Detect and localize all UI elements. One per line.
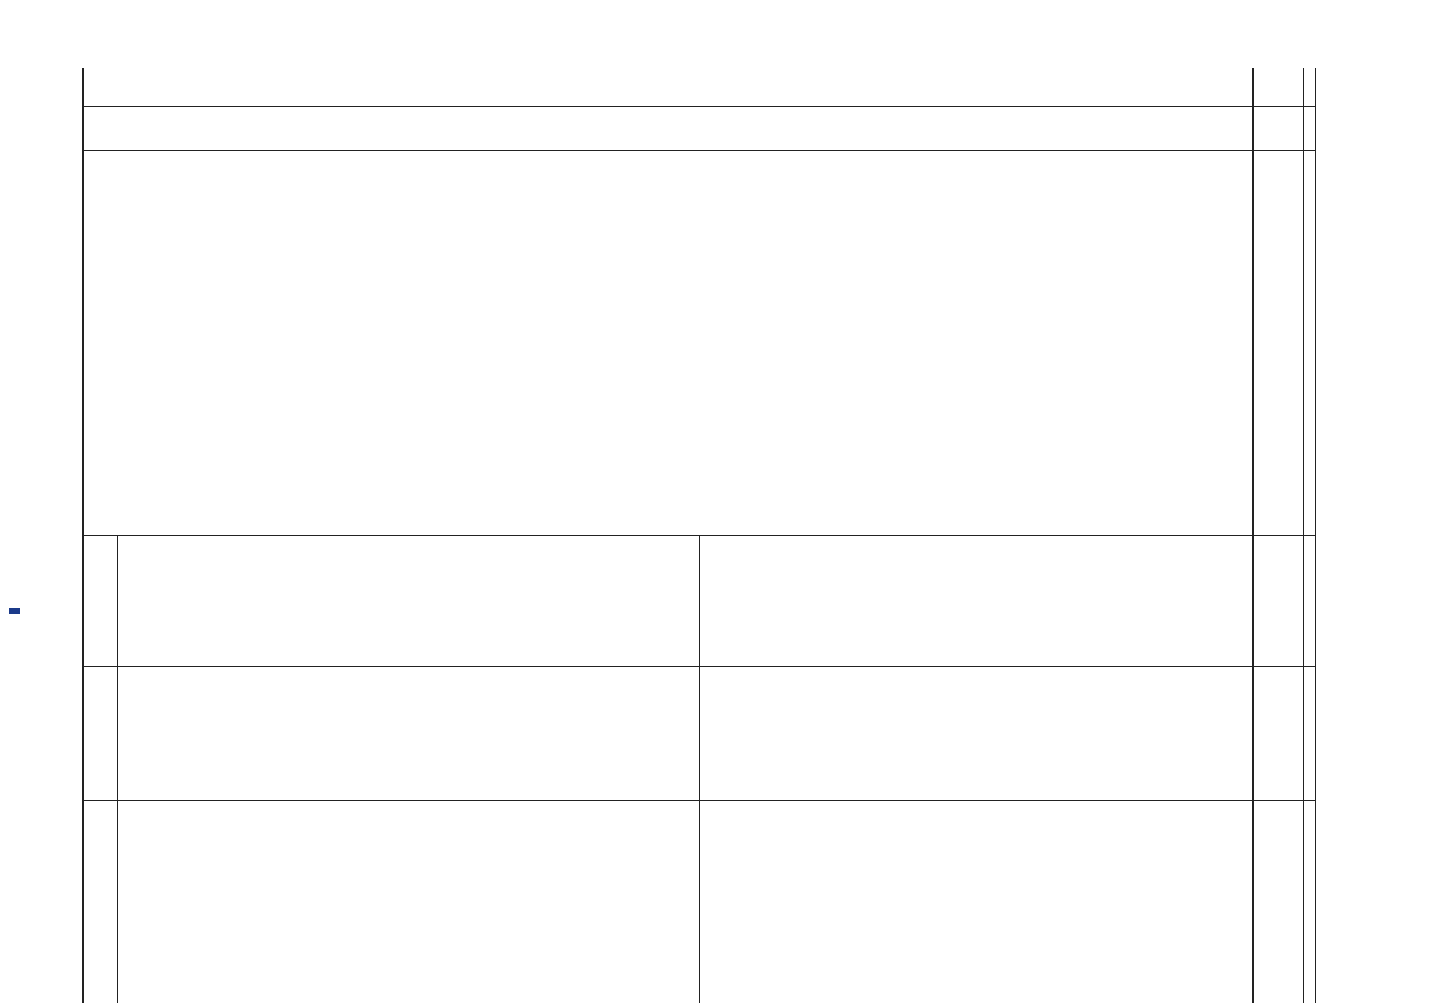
digitization-note — [9, 604, 20, 614]
dfg-logo — [9, 608, 20, 614]
col-sep-tit — [83, 150, 1316, 151]
col-sep-kap — [83, 106, 1316, 107]
kap-8-sum-rule — [117, 536, 118, 1003]
kap-7-sum-rule — [699, 536, 700, 1003]
